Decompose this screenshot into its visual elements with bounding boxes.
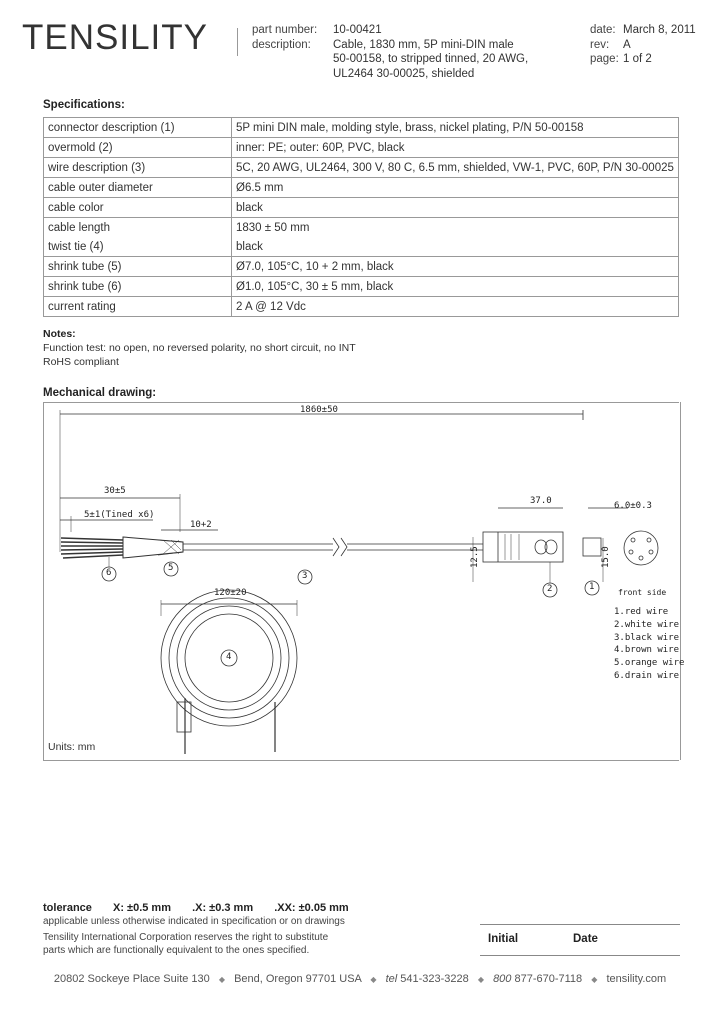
rev-value: A bbox=[623, 38, 631, 51]
spec-row bbox=[44, 138, 679, 158]
date-label: date: bbox=[590, 24, 616, 36]
part-number-label: part number: bbox=[252, 24, 318, 36]
signoff-date: Date bbox=[573, 933, 598, 945]
spec-row bbox=[44, 237, 679, 257]
wire-legend-item: 4.brown wire bbox=[614, 645, 680, 656]
front-side-label: front side bbox=[618, 588, 667, 597]
spec-value: 2 A @ 12 Vdc bbox=[232, 297, 679, 317]
spec-row bbox=[44, 178, 679, 198]
spec-key: connector description (1) bbox=[44, 118, 232, 138]
description-line-2: 50-00158, to stripped tinned, 20 AWG, bbox=[333, 53, 529, 65]
date-value: March 8, 2011 bbox=[623, 24, 696, 36]
specifications-title: Specifications: bbox=[43, 99, 125, 111]
spec-row bbox=[44, 118, 679, 138]
height-b-label: 15.0 bbox=[601, 546, 611, 568]
bullet-icon: ◆ bbox=[370, 975, 377, 984]
overall-length-label: 1860±50 bbox=[300, 405, 338, 415]
footer-tollfree: 877-670-7118 bbox=[514, 973, 583, 985]
wire-legend-item: 6.drain wire bbox=[614, 670, 680, 681]
footer-city: Bend, Oregon 97701 USA bbox=[234, 973, 362, 985]
disclaimer-line-2: parts which are functionally equivalent to the ones specified. bbox=[43, 945, 310, 956]
spec-row bbox=[44, 198, 679, 218]
connector-1 bbox=[583, 538, 601, 556]
page-label: page: bbox=[590, 53, 619, 65]
spec-key: cable length bbox=[44, 218, 232, 238]
overmold-length-label: 37.0 bbox=[530, 496, 552, 506]
mechanical-drawing-title: Mechanical drawing: bbox=[43, 387, 157, 399]
description-line-1: Cable, 1830 mm, 5P mini-DIN male bbox=[333, 38, 514, 51]
tinned-length-label: 5±1(Tined x6) bbox=[84, 510, 155, 520]
notes-line-1: Function test: no open, no reversed polarity, no short circuit, no INT bbox=[43, 342, 356, 354]
shrink-tube-6 bbox=[123, 537, 183, 558]
spec-key: shrink tube (5) bbox=[44, 257, 232, 277]
spec-row bbox=[44, 257, 679, 277]
wire-legend-item: 1.red wire bbox=[614, 607, 669, 617]
spec-key: cable outer diameter bbox=[44, 178, 232, 198]
notes-line-2: RoHS compliant bbox=[43, 356, 119, 368]
rev-label: rev: bbox=[590, 38, 610, 51]
spec-row bbox=[44, 297, 679, 317]
tolerance-x: X: ±0.5 mm bbox=[112, 902, 171, 914]
spec-value: Ø1.0, 105°C, 30 ± 5 mm, black bbox=[232, 277, 679, 297]
spec-key: twist tie (4) bbox=[44, 237, 232, 257]
wire-legend-item: 3.black wire bbox=[614, 632, 680, 643]
units-label: Units: mm bbox=[48, 741, 96, 753]
strip-length-label: 30±5 bbox=[104, 486, 126, 496]
tolerance-row bbox=[43, 902, 349, 914]
header-divider bbox=[237, 28, 238, 56]
signoff-initial: Initial bbox=[488, 933, 519, 945]
spec-value: black bbox=[232, 237, 679, 257]
overmold-2 bbox=[483, 532, 563, 562]
callout-6-label: 6 bbox=[106, 568, 112, 578]
callout-2-label: 2 bbox=[547, 584, 553, 594]
spec-value: inner: PE; outer: 60P, PVC, black bbox=[232, 138, 679, 158]
callout-4-label: 4 bbox=[226, 652, 232, 662]
spec-key: overmold (2) bbox=[44, 138, 232, 158]
spec-value: 1830 ± 50 mm bbox=[232, 218, 679, 238]
footer-tel: 541-323-3228 bbox=[400, 973, 469, 985]
drawing-frame-bottom bbox=[43, 760, 679, 761]
spec-value: 5C, 20 AWG, UL2464, 300 V, 80 C, 6.5 mm, shielded, VW-1, PVC, 60P, P/N 30-00025 bbox=[232, 158, 679, 178]
footer-tel-label: tel bbox=[385, 973, 398, 985]
spec-row bbox=[44, 218, 679, 238]
spec-value: Ø6.5 mm bbox=[232, 178, 679, 198]
tolerance-x1: .X: ±0.3 mm bbox=[192, 902, 254, 914]
bullet-icon: ◆ bbox=[218, 975, 226, 984]
spec-key: cable color bbox=[44, 198, 232, 218]
bullet-icon: ◆ bbox=[591, 975, 598, 984]
shrink-length-label: 10+2 bbox=[190, 520, 212, 530]
footer-tollfree-label: 800 bbox=[493, 973, 512, 985]
plug-dimension-label: 6.0±0.3 bbox=[614, 501, 652, 511]
wire-legend-item: 5.orange wire bbox=[614, 658, 685, 669]
spec-value: black bbox=[232, 198, 679, 218]
wire-legend bbox=[614, 606, 684, 683]
spec-row bbox=[44, 277, 679, 297]
part-number: 10-00421 bbox=[333, 24, 382, 36]
spec-value: Ø7.0, 105°C, 10 + 2 mm, black bbox=[232, 257, 679, 277]
spec-key: wire description (3) bbox=[44, 158, 232, 178]
coil-diameter-label: 120±20 bbox=[214, 588, 247, 598]
footer bbox=[0, 973, 720, 985]
page-value: 1 of 2 bbox=[623, 53, 652, 65]
spec-row bbox=[44, 158, 679, 178]
stripped-wires bbox=[61, 538, 123, 558]
callout-1-label: 1 bbox=[589, 582, 595, 592]
notes-title: Notes: bbox=[43, 328, 76, 340]
spec-key: shrink tube (6) bbox=[44, 277, 232, 297]
cable-break bbox=[333, 538, 347, 556]
disclaimer-line-1: Tensility International Corporation reserves the right to substitute bbox=[43, 932, 329, 943]
spec-value: 5P mini DIN male, molding style, brass, nickel plating, P/N 50-00158 bbox=[232, 118, 679, 138]
mechanical-drawing bbox=[43, 402, 679, 760]
description-line-3: UL2464 30-00025, shielded bbox=[333, 67, 475, 80]
specifications-table bbox=[43, 117, 679, 317]
tolerance-label: tolerance bbox=[43, 902, 92, 914]
spec-key: current rating bbox=[44, 297, 232, 317]
footer-address: 20802 Sockeye Place Suite 130 bbox=[53, 973, 210, 985]
callout-3-label: 3 bbox=[302, 571, 308, 581]
tolerance-note: applicable unless otherwise indicated in specification or on drawings bbox=[43, 916, 345, 927]
height-a-label: 12.5 bbox=[470, 546, 480, 568]
footer-web[interactable]: tensility.com bbox=[606, 973, 667, 985]
bullet-icon: ◆ bbox=[477, 975, 484, 984]
company-logo: TENSILITY bbox=[22, 18, 208, 57]
tolerance-x2: .XX: ±0.05 mm bbox=[274, 902, 349, 914]
wire-legend-item: 2.white wire bbox=[614, 619, 680, 630]
callout-5-label: 5 bbox=[168, 563, 174, 573]
description-label: description: bbox=[252, 38, 311, 51]
